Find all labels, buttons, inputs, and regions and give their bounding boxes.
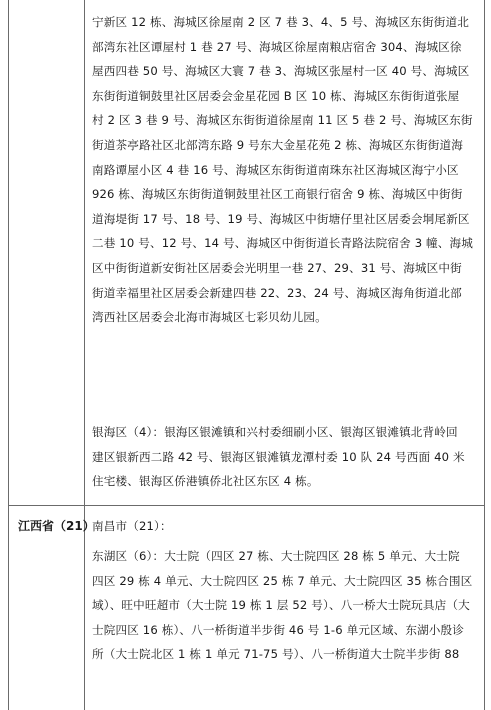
text-line: 湾西社区居委会北海市海城区七彩贝幼儿园。 [92,310,327,325]
text-line: 士院四区 16 栋）、八一桥街道半步街 46 号 1-6 单元区域、东湖小殷诊 [92,622,465,637]
text-line: 村 2 区 3 巷 9 号、海城区东街街道徐屋南 11 区 5 巷 2 号、海城区东街 [92,113,473,128]
table-row-divider [8,505,485,506]
province-label: 江西省（21） [18,519,95,533]
district-paragraph-donghu [92,544,482,667]
text-line: 宁新区 12 栋、海城区徐屋南 2 区 7 巷 3、4、5 号、海城区东街街道北 [92,15,469,29]
text-line: 屋西四巷 50 号、海城区大寰 7 巷 3、海城区张屋村一区 40 号、海城区 [92,64,470,79]
text-line: 东街街道铜鼓里社区居委会金星花园 B 区 10 栋、海城区东街街道张屋 [92,88,460,103]
table-column-divider [84,0,85,710]
text-line: 部湾东社区谭屋村 1 巷 27 号、海城区徐屋南粮店宿舍 304、海城区徐 [92,39,462,54]
district-paragraph-haicheng [92,10,482,330]
text-line: 道海堤街 17 号、18 号、19 号、海城区中街塘仔里社区居委会垌尾新区 [92,211,470,226]
text-line: 域）、旺中旺超市（大士院 19 栋 1 层 52 号）、八一桥大士院玩具店（大 [92,598,470,613]
table-right-border [484,0,485,710]
text-line: 所（大士院北区 1 栋 1 单元 71-75 号）、八一桥街道大士院半步街 88 [92,647,460,662]
table-left-border [8,0,9,710]
text-line: 住宅楼、银海区侨港镇侨北社区东区 4 栋。 [92,474,319,489]
text-line: 街道幸福里社区居委会新建四巷 22、23、24 号、海城区海角街道北部 [92,285,462,300]
text-line: 南路谭屋小区 4 巷 16 号、海城区东街街道南珠东社区海城区海宁小区 [92,162,459,177]
text-line: 东湖区（6）：大士院（四区 27 栋、大士院四区 28 栋 5 单元、大士院 [92,549,460,563]
text-line: 街道茶亭路社区北部湾东路 9 号东大金星花苑 2 栋、海城区东街街道海 [92,137,463,152]
text-line: 区中街街道新安街社区居委会光明里一巷 27、29、31 号、海城区中街 [92,260,462,275]
text-line: 建区银新西二路 42 号、银海区银滩镇龙潭村委 10 队 24 号西面 40 米 [92,449,465,464]
district-paragraph-yinhai [92,420,482,494]
text-line: 926 栋、海城区东街街道铜鼓里社区工商银行宿舍 9 栋、海城区中街街 [92,187,463,202]
text-line: 四区 29 栋 4 单元、大士院四区 25 栋 7 单元、大士院四区 35 栋合围区 [92,573,473,588]
text-line: 南昌市（21）： [92,519,172,533]
text-line: 银海区（4）：银海区银滩镇和兴村委细刷小区、银海区银滩镇北背岭回 [92,425,458,439]
city-heading [92,514,482,539]
text-line: 二巷 10 号、12 号、14 号、海城区中街街道长青路法院宿舍 3 幢、海城 [92,236,474,251]
